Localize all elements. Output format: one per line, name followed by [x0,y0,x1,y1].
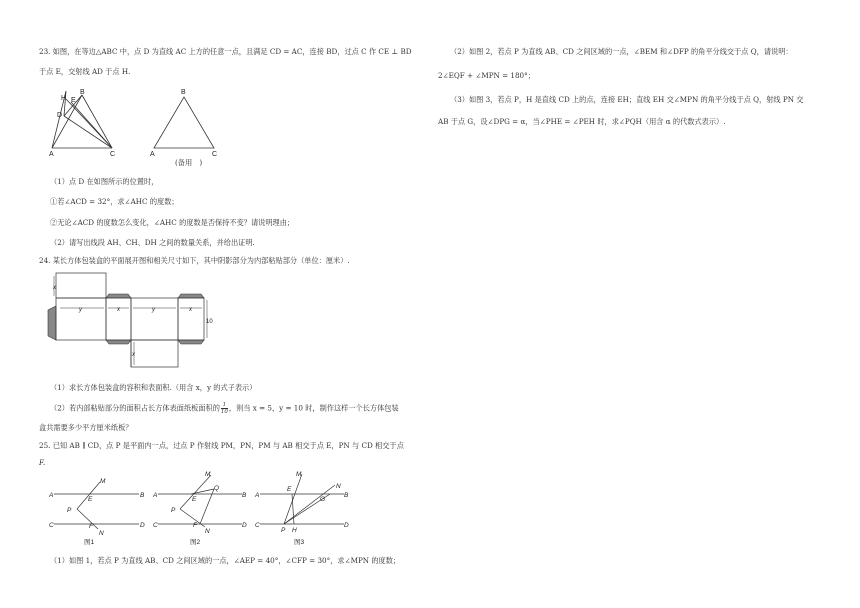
q25-sub3-line2: AB 于点 G，设∠DPG = α，当∠PHE = ∠PEH 时，求∠PQH（用含 α 的代数式表示）. [438,117,726,126]
f3-m: M [296,471,302,478]
fig-label-d: D [57,112,63,119]
net-label-x-2: x [117,307,120,313]
f1-caption: 图1 [84,539,95,546]
f2-p: P [171,507,176,514]
q24-line1: 24. 某长方体包装盒的平面展开图和相关尺寸如下，其中阴影部分为内部粘贴部分（单位：厘米）. [39,256,350,265]
f3-e: E [287,486,292,493]
net-label-x-top: x [53,285,56,291]
q24-sub2-a: （2）若内部粘贴部分的面积占长方体表面纸板面积的 [50,403,220,413]
f2-a: A [153,492,158,499]
fig-label-a: A [49,151,54,158]
q25-sub1: （1）如图 1，若点 P 为直线 AB、CD 之间区域的一点，∠AEP = 40°，∠CFP = 30°，求∠MPN 的度数； [50,556,401,565]
f3-a: A [255,492,260,499]
q25-sub2-line2: 2∠EQF + ∠MPN = 180°； [438,71,535,80]
q24-fraction [221,402,228,415]
q25-line2: F. [39,458,46,467]
f1-e: E [88,496,93,503]
f1-c: C [49,522,54,529]
f2-n: N [205,528,210,535]
f1-m: M [100,478,106,485]
q23-sub1a: ①若∠ACD = 32°，求∠AHC 的度数； [50,197,179,206]
f2-e: E [192,496,197,503]
f3-p: P [281,527,286,534]
q23-sub1: （1）点 D 在如图所示的位置时， [50,177,159,186]
fig-label-b: B [80,89,85,96]
f1-n: N [99,530,104,537]
fig2-label-a: A [150,151,155,158]
q23-line2: 于点 E，交射线 AD 于点 H. [39,67,131,76]
f2-f: F [193,522,197,529]
q25-figure-3 [252,467,352,546]
q25-sub3-line1: （3）如图 3，若点 P，H 是直线 CD 上的点，连接 EH；直线 EH 交∠MPN 的角平分线于点 Q，射线 PN 交 [450,95,804,104]
q23-sub2: （2）请写出线段 AH、CH、DH 之间的数量关系，并给出证明. [50,238,255,247]
fig-label-h: H [61,95,67,102]
q25-sub2-line1: （2）如图 2，若点 P 为直线 AB、CD 之间区域的一点，∠BEM 和∠DFP 的角平分线交于点 Q，请说明： [450,47,793,56]
f2-c: C [153,522,158,529]
q23-spare-triangle [146,85,226,160]
q25-line1: 25. 已知 AB ∥ CD，点 P 是平面内一点，过点 P 作射线 PM，PN，PM 与 AB 相交于点 E，PN 与 CD 相交于点 [39,441,404,450]
q25-figure-2 [150,467,250,546]
q24-box-net [44,266,224,378]
q24-sub2-b: ，则当 x = 5，y = 10 时，制作这样一个长方体包装 [228,403,399,413]
q24-sub2 [50,402,399,415]
net-label-y-1: y [79,307,82,313]
net-label-y-2: y [152,307,155,313]
f3-n: N [336,483,341,490]
f2-q: Q [214,485,220,492]
q23-sub1b: ②无论∠ACD 的度数怎么变化，∠AHC 的度数是否保持不变？请说明理由； [50,218,295,227]
q24-sub2-c: 盒共需要多少平方厘米纸板？ [39,423,133,432]
net-label-x-bottom: x [132,352,135,358]
net-label-x-3: x [189,307,192,313]
q24-sub1: （1）求长方体包装盒的容积和表面积.（用含 x，y 的式子表示） [50,383,257,392]
f3-d: D [344,522,349,529]
f2-m: M [205,471,211,478]
f1-b: B [140,492,145,499]
f3-h: H [292,527,297,534]
f3-caption: 图3 [294,539,305,546]
f2-caption: 图2 [190,539,201,546]
q23-triangle-figure [44,85,124,160]
q24-frac-num: 1 [222,402,227,408]
q24-frac-den: 10 [220,409,228,415]
fig2-label-b: B [181,89,186,96]
fig-label-c: C [110,151,116,158]
q25-figure-1 [44,470,154,546]
f3-g: G [320,496,326,503]
net-label-10: 10 [206,319,213,325]
fig2-label-c: C [212,151,218,158]
f1-f: F [89,523,93,530]
f1-a: A [49,492,54,499]
f2-b: B [242,492,247,499]
f1-d: D [140,522,145,529]
q23-spare-caption: (备用 ) [175,158,203,167]
f2-d: D [242,522,247,529]
f3-b: B [344,492,349,499]
q23-line1: 23. 如图，在等边△ABC 中，点 D 为直线 AC 上方的任意一点，且满足 CD = AC，连接 BD，过点 C 作 CE ⊥ BD [39,47,412,56]
f3-c: C [255,522,260,529]
f1-p: P [67,507,72,514]
fig-label-e: E [71,97,76,104]
